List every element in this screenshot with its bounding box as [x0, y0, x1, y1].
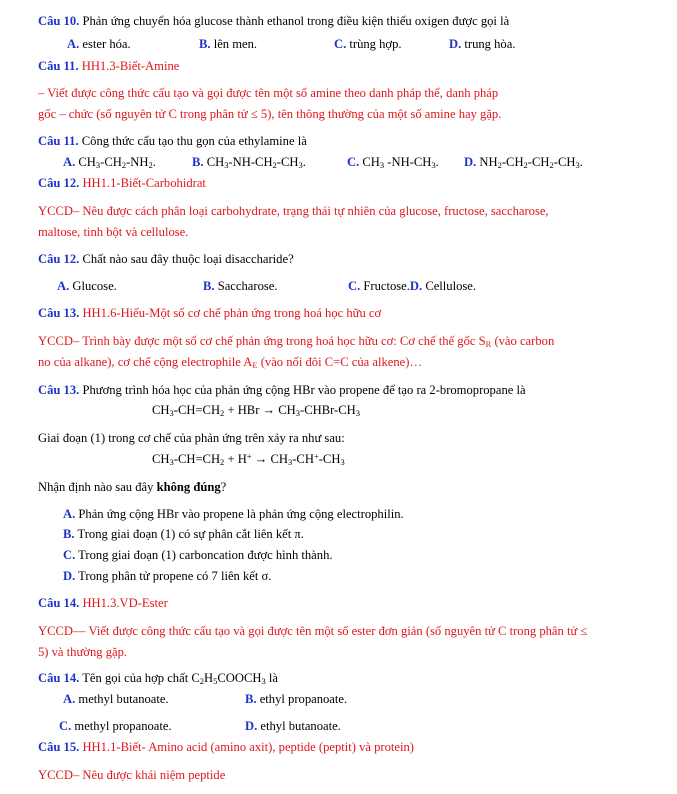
requirement-14-line-1: YCCD— Viết được công thức cấu tạo và gọi được tên một số ester đơn giản (số nguyên tử C trong phân tử ≤ [38, 624, 588, 638]
q10-option-b: B. lên men. [199, 37, 258, 51]
question-text: Phản ứng chuyển hóa glucose thành ethanol trong điều kiện thiếu oxigen được gọi là [79, 14, 510, 28]
q11-option-d: D. $NH_2-CH_2-CH_2-CH_3$. [464, 155, 583, 170]
q10-option-d: D. trung hòa. [449, 37, 516, 51]
q13-option-a: A. Phản ứng cộng HBr vào propene là phản ứng cộng electrophilin. [63, 507, 404, 521]
question-13: Câu 13. Phương trình hóa học của phản ứng cộng HBr vào propene để tạo ra 2-bromopropane là [38, 383, 526, 397]
mechanism-intro: Giai đoạn (1) trong cơ chế của phản ứng trên xảy ra như sau: [38, 431, 345, 445]
q14-option-c: C. methyl propanoate. [59, 719, 172, 733]
reaction-equation: $CH_3-CH=CH_2$ + HBr → $CH_3-CHBr-CH_3$ [152, 403, 360, 418]
requirement-11-line-2: gốc – chức (số nguyên tử C trong phân tử ≤ 5), tên thông thường của một số amine hay gặp. [38, 107, 502, 121]
q14-option-b: B. ethyl propanoate. [245, 692, 348, 706]
requirement-15-line-1: YCCD– Nêu được khái niệm peptide [38, 768, 226, 782]
q13-option-d: D. Trong phân tử propene có 7 liên kết σ. [63, 569, 272, 583]
q14-option-a: A. methyl butanoate. [63, 692, 169, 706]
requirement-12-line-1: YCCD– Nêu được cách phân loại carbohydrate, trạng thái tự nhiên của glucose, fructose, saccharose, [38, 204, 549, 218]
question-11: Câu 11. Công thức cấu tạo thu gọn của ethylamine là [38, 134, 307, 148]
q12-option-a: A. Glucose. [57, 279, 117, 293]
q11-option-c: C. $CH_3$ $-NH-CH_3$. [347, 155, 439, 170]
q13-option-c: C. Trong giai đoạn (1) carboncation được hình thành. [63, 548, 333, 562]
q12-option-d: D. [409, 279, 423, 293]
requirement-11-line-1: – Viết được công thức cấu tạo và gọi được tên một số amine theo danh pháp thế, danh pháp [38, 86, 499, 100]
question-number: Câu 10. [38, 14, 80, 28]
q11-option-a: A. $CH_3-CH_2-NH_2$. [63, 155, 156, 170]
q10-option-c: C. trùng hợp. [334, 37, 402, 51]
section-heading-11: Câu 11. HH1.3-Biết-Amine [38, 59, 180, 73]
q11-option-b: B. $CH_3-NH-CH_2-CH_3$. [192, 155, 306, 170]
section-heading-15: Câu 15. HH1.1-Biết- Amino acid (amino axit), peptide (peptit) và protein) [38, 740, 414, 754]
question-10 [38, 14, 509, 29]
mechanism-step-1: $CH_3-CH=CH_2 + H^+ \to CH_3-CH^+-CH_3$ [152, 451, 345, 467]
requirement-13-line-1: YCCD– Trình bày được một số cơ chế phản ứng trong hoá học hữu cơ: Cơ chế thế gốc $S_R$ (vào carbon [38, 334, 555, 349]
section-heading-12: Câu 12. HH1.1-Biết-Carbohidrat [38, 176, 206, 190]
question-13-ask: Nhận định nào sau đây không đúng? [38, 480, 227, 494]
q12-option-b: B. Saccharose. [203, 279, 278, 293]
requirement-13-line-2: no của alkane), cơ chế cộng electrophile $A_E$ (vào nối đôi C=C của alkene)… [38, 355, 423, 370]
question-12: Câu 12. Chất nào sau đây thuộc loại disaccharide? [38, 252, 294, 266]
q13-option-b: B. Trong giai đoạn (1) có sự phân cắt liên kết π. [63, 527, 304, 541]
q12-option-c: C. Fructose.D. Cellulose. [348, 279, 477, 293]
requirement-12-line-2: maltose, tinh bột và cellulose. [38, 225, 189, 239]
question-14: Câu 14. Tên gọi của hợp chất $C_2H_5COOCH_3$ là [38, 671, 278, 686]
q14-option-d: D. ethyl butanoate. [245, 719, 341, 733]
section-heading-13: Câu 13. HH1.6-Hiểu-Một số cơ chế phản ứng trong hoá học hữu cơ [38, 306, 382, 320]
requirement-14-line-2: 5) và thường gặp. [38, 645, 128, 659]
section-heading-14: Câu 14. HH1.3.VD-Ester [38, 596, 168, 610]
q10-option-a: A. ester hóa. [67, 37, 131, 51]
